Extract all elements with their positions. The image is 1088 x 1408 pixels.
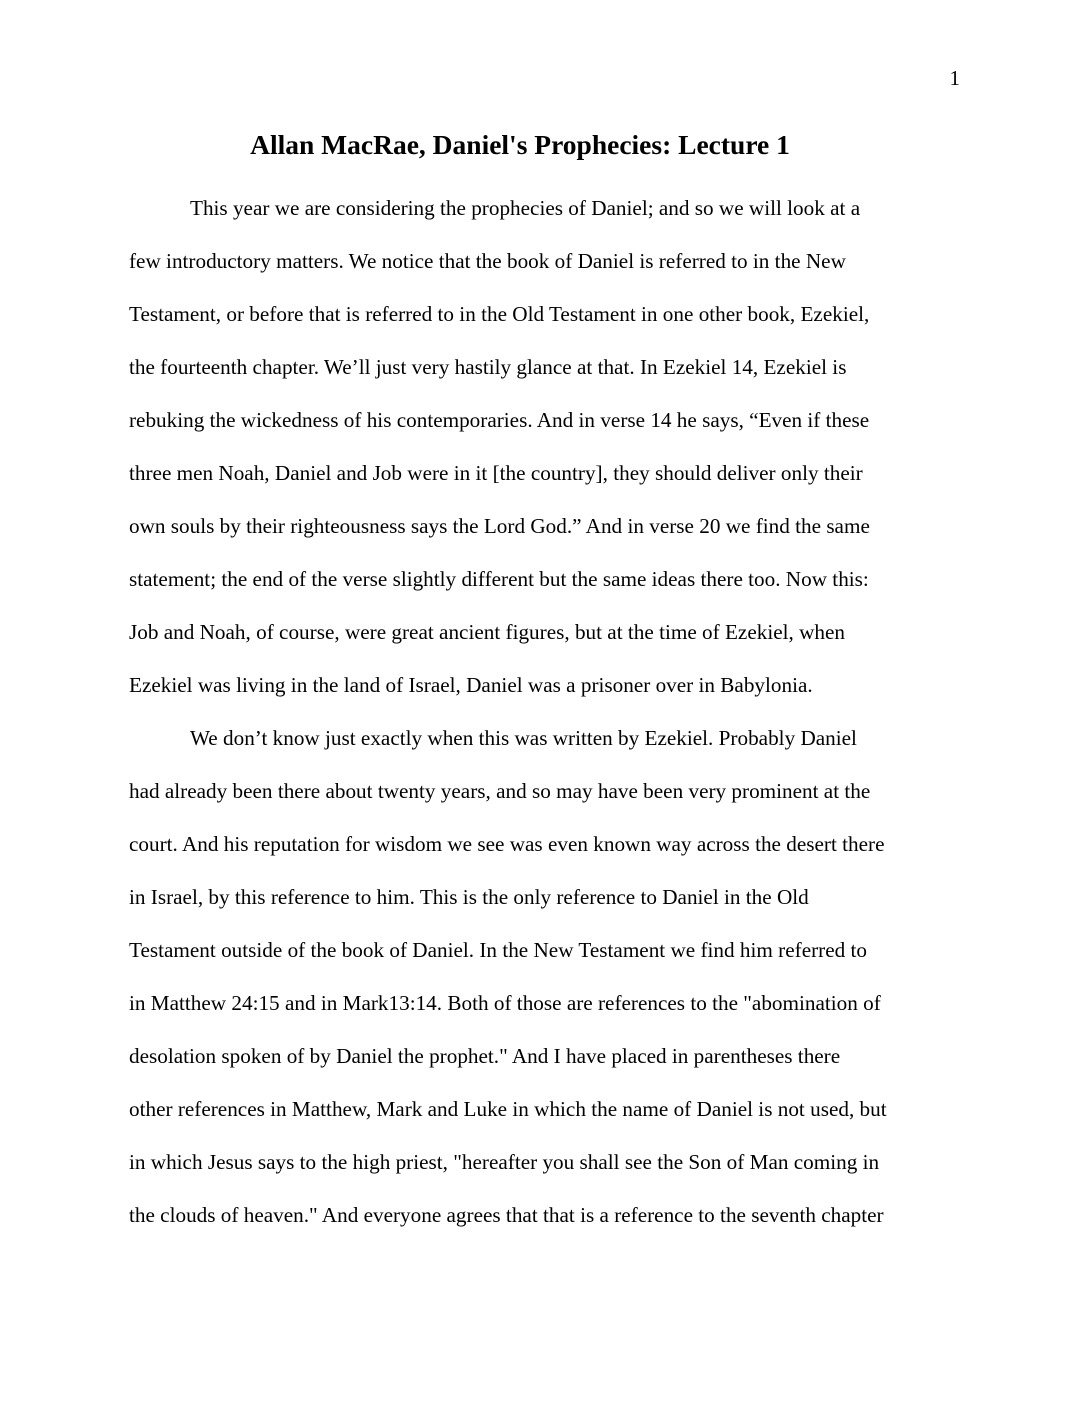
text-line: Testament, or before that is referred to in the Old Testament in one other book, Ezekiel,: [129, 302, 870, 326]
text-line: This year we are considering the prophecies of Daniel; and so we will look at a: [190, 196, 861, 220]
text-line: the fourteenth chapter. We’ll just very hastily glance at that. In Ezekiel 14, Ezekiel is: [129, 355, 847, 379]
text-line: desolation spoken of by Daniel the prophet." And I have placed in parentheses there: [129, 1044, 841, 1068]
text-line: Ezekiel was living in the land of Israel, Daniel was a prisoner over in Babylonia.: [129, 673, 813, 697]
text-line: Job and Noah, of course, were great ancient figures, but at the time of Ezekiel, when: [129, 620, 845, 644]
text-line: three men Noah, Daniel and Job were in it [the country], they should deliver only their: [129, 461, 863, 485]
text-line: statement; the end of the verse slightly different but the same ideas there too. Now this:: [129, 567, 869, 591]
text-line: had already been there about twenty years, and so may have been very prominent at the: [129, 779, 871, 803]
page-number: 1: [949, 66, 960, 90]
text-line: in Israel, by this reference to him. This is the only reference to Daniel in the Old: [129, 885, 809, 909]
text-line: We don’t know just exactly when this was written by Ezekiel. Probably Daniel: [190, 726, 857, 750]
page-title: Allan MacRae, Daniel's Prophecies: Lecture 1: [250, 129, 790, 160]
text-line: own souls by their righteousness says the Lord God.” And in verse 20 we find the same: [129, 514, 870, 538]
text-line: in which Jesus says to the high priest, "hereafter you shall see the Son of Man coming in: [129, 1150, 880, 1174]
text-line: the clouds of heaven." And everyone agrees that that is a reference to the seventh chapter: [129, 1203, 884, 1227]
text-line: rebuking the wickedness of his contemporaries. And in verse 14 he says, “Even if these: [129, 408, 870, 432]
text-line: Testament outside of the book of Daniel. In the New Testament we find him referred to: [129, 938, 867, 962]
text-line: other references in Matthew, Mark and Luke in which the name of Daniel is not used, but: [129, 1097, 887, 1121]
text-line: few introductory matters. We notice that the book of Daniel is referred to in the New: [129, 249, 846, 273]
text-line: in Matthew 24:15 and in Mark13:14. Both of those are references to the "abomination of: [129, 991, 881, 1015]
text-line: court. And his reputation for wisdom we see was even known way across the desert there: [129, 832, 885, 856]
